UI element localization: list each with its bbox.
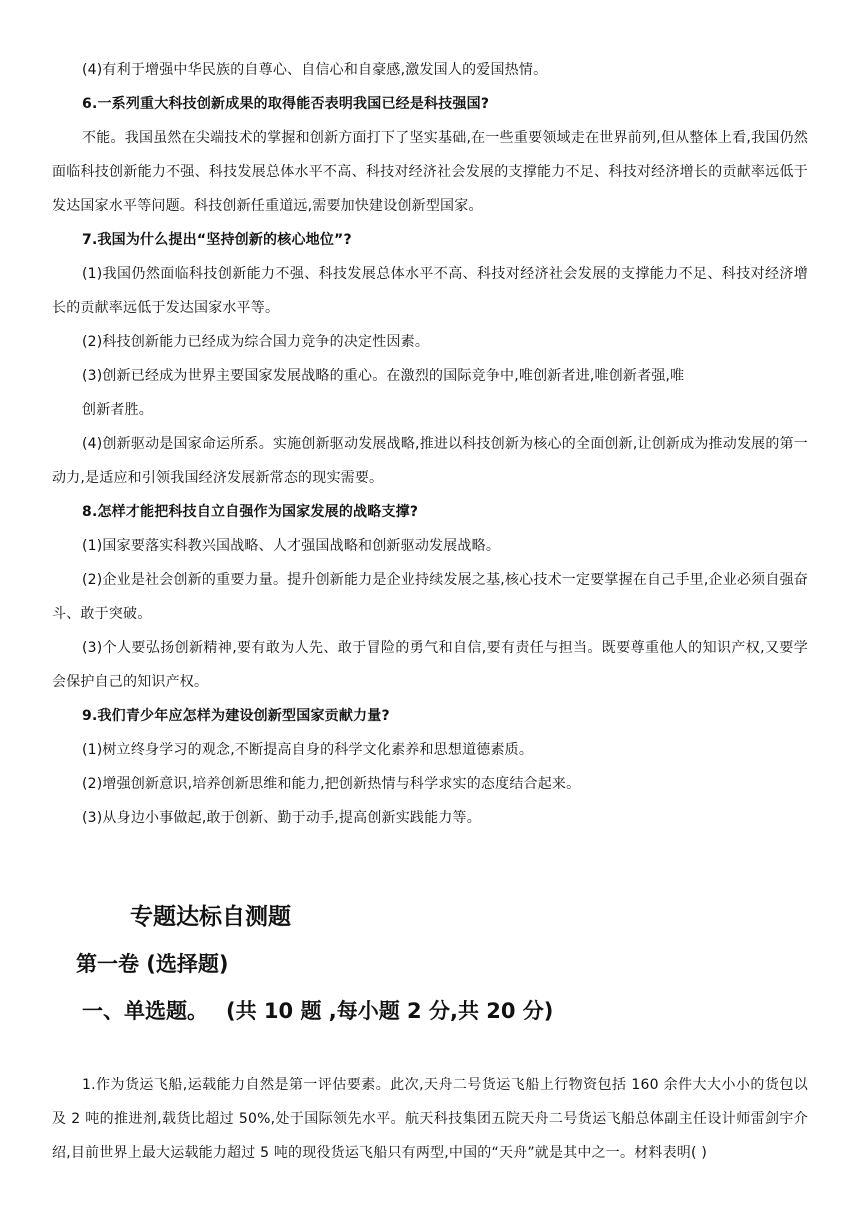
test-title: 专题达标自测题 <box>130 904 291 930</box>
q7-point-3-cont: 创新者胜。 <box>82 402 153 418</box>
q8-question: 8.怎样才能把科技自立自强作为国家发展的战略支撑? <box>82 504 419 520</box>
q7-point-4: (4)创新驱动是国家命运所系。实施创新驱动发展战略,推进以科技创新为核心的全面创新,让创新成为推动发展的第一动力,是适应和引领我国经济发展新常态的现实需要。 <box>52 436 808 486</box>
section-heading <box>82 995 553 1025</box>
q7-point-3: (3)创新已经成为世界主要国家发展战略的重心。在激烈的国际竞争中,唯创新者进,唯创新者强,唯 <box>82 368 685 384</box>
q7-point-2: (2)科技创新能力已经成为综合国力竞争的决定性因素。 <box>82 334 430 350</box>
section-info: (共 10 题 ,每小题 2 分,共 20 分) <box>226 999 554 1023</box>
q5-point-4: (4)有利于增强中华民族的自尊心、自信心和自豪感,激发国人的爱国热情。 <box>82 62 548 78</box>
q8-point-3: (3)个人要弘扬创新精神,要有敢为人先、敢于冒险的勇气和自信,要有责任与担当。既要尊重他人的知识产权,又要学会保护自己的知识产权。 <box>52 640 808 690</box>
section-name: 一、单选题。 <box>82 999 208 1023</box>
q7-question: 7.我国为什么提出“坚持创新的核心地位”? <box>82 232 352 248</box>
test-question-1: 1.作为货运飞船,运载能力自然是第一评估要素。此次,天舟二号货运飞船上行物资包括 160 余件大大小小的货包以及 2 吨的推进剂,载货比超过 50%,处于国际领先水平。航天科技集团五院天舟二号货运飞船总体副主任设计师雷剑宇介绍,目前世界上最大运载能力超过 5 吨的现役货运飞船只有两型,中国的“天舟”就是其中之一。材料表明( ) <box>52 1077 808 1161</box>
q9-point-2: (2)增强创新意识,培养创新思维和能力,把创新热情与科学求实的态度结合起来。 <box>82 776 581 792</box>
q9-question: 9.我们青少年应怎样为建设创新型国家贡献力量? <box>82 708 390 724</box>
q9-point-3: (3)从身边小事做起,敢于创新、勤于动手,提高创新实践能力等。 <box>82 810 481 826</box>
volume-heading: 第一卷 (选择题) <box>76 952 229 976</box>
q8-point-2: (2)企业是社会创新的重要力量。提升创新能力是企业持续发展之基,核心技术一定要掌握在自己手里,企业必须自强奋斗、敢于突破。 <box>52 572 808 622</box>
q6-question: 6.一系列重大科技创新成果的取得能否表明我国已经是科技强国? <box>82 96 490 112</box>
q6-answer: 不能。我国虽然在尖端技术的掌握和创新方面打下了坚实基础,在一些重要领域走在世界前列,但从整体上看,我国仍然面临科技创新能力不强、科技发展总体水平不高、科技对经济社会发展的支撑能力不足、科技对经济增长的贡献率远低于发达国家水平等问题。科技创新任重道远,需要加快建设创新型国家。 <box>52 130 808 214</box>
q9-point-1: (1)树立终身学习的观念,不断提高自身的科学文化素养和思想道德素质。 <box>82 742 534 758</box>
q8-point-1: (1)国家要落实科教兴国战略、人才强国战略和创新驱动发展战略。 <box>82 538 501 554</box>
q7-point-1: (1)我国仍然面临科技创新能力不强、科技发展总体水平不高、科技对经济社会发展的支撑能力不足、科技对经济增长的贡献率远低于发达国家水平等。 <box>52 266 808 316</box>
